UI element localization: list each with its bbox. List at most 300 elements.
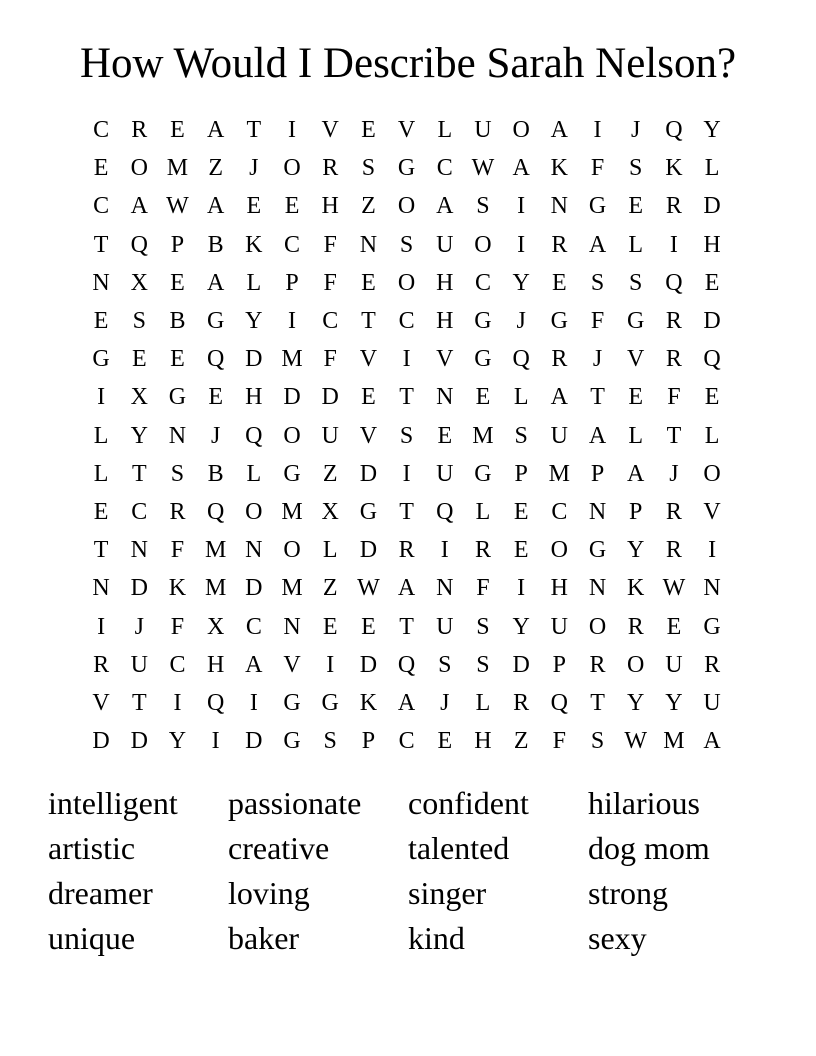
grid-letter[interactable]: E [513, 537, 529, 564]
grid-letter[interactable]: L [628, 231, 644, 258]
grid-letter[interactable]: D [321, 384, 339, 411]
grid-letter[interactable]: G [283, 728, 301, 755]
grid-letter[interactable]: V [283, 651, 301, 678]
grid-letter[interactable]: Z [208, 155, 223, 182]
grid-letter[interactable]: I [211, 728, 220, 755]
grid-letter[interactable]: Z [513, 728, 529, 755]
grid-letter[interactable]: X [206, 613, 225, 640]
grid-letter[interactable]: R [551, 346, 568, 373]
grid-letter[interactable]: A [703, 728, 721, 755]
grid-letter[interactable]: F [323, 346, 337, 373]
grid-letter[interactable]: D [92, 728, 110, 755]
grid-letter[interactable]: E [170, 269, 185, 296]
grid-letter[interactable]: O [283, 155, 301, 182]
grid-letter[interactable]: K [359, 689, 378, 716]
grid-letter[interactable]: R [589, 651, 606, 678]
grid-letter[interactable]: I [593, 117, 602, 144]
grid-letter[interactable]: Q [550, 689, 569, 716]
grid-letter[interactable]: I [517, 575, 526, 602]
grid-letter[interactable]: Q [436, 498, 454, 525]
grid-letter[interactable]: H [321, 193, 339, 220]
grid-letter[interactable]: E [93, 308, 109, 335]
grid-letter[interactable]: S [170, 460, 185, 487]
grid-letter[interactable]: Z [322, 575, 338, 602]
word-list-item: talented [408, 830, 510, 866]
grid-letter[interactable]: M [281, 346, 303, 373]
grid-letter[interactable]: L [513, 384, 529, 411]
grid-letter[interactable]: C [131, 498, 148, 525]
grid-letter[interactable]: I [326, 651, 335, 678]
grid-letter[interactable]: O [512, 117, 530, 144]
grid-letter[interactable]: I [249, 689, 258, 716]
grid-letter[interactable]: S [590, 728, 605, 755]
grid-letter[interactable]: E [552, 269, 567, 296]
grid-letter[interactable]: P [629, 498, 643, 525]
grid-letter[interactable]: R [93, 651, 110, 678]
grid-letter[interactable]: E [704, 384, 720, 411]
grid-letter[interactable]: P [514, 460, 528, 487]
grid-letter[interactable]: L [475, 498, 491, 525]
grid-letter[interactable]: A [550, 117, 569, 144]
grid-letter[interactable]: D [245, 346, 263, 373]
grid-letter[interactable]: M [204, 575, 227, 602]
grid-letter[interactable]: E [170, 346, 185, 373]
grid-letter[interactable]: D [703, 308, 721, 335]
grid-letter[interactable]: I [97, 613, 106, 640]
grid-letter[interactable]: X [130, 269, 148, 296]
grid-letter[interactable]: W [471, 155, 495, 182]
grid-letter[interactable]: Z [361, 193, 376, 220]
grid-letter[interactable]: E [246, 193, 262, 220]
grid-letter[interactable]: D [359, 537, 378, 564]
grid-letter[interactable]: T [93, 231, 109, 258]
grid-letter[interactable]: G [397, 155, 416, 182]
grid-letter[interactable]: E [93, 155, 109, 182]
grid-letter[interactable]: V [703, 498, 721, 525]
grid-letter[interactable]: H [436, 269, 454, 296]
letter-grid[interactable] [82, 111, 731, 760]
grid-letter[interactable]: M [281, 575, 303, 602]
grid-letter[interactable]: Q [206, 498, 225, 525]
grid-letter[interactable]: F [170, 613, 185, 640]
grid-letter[interactable]: L [704, 155, 720, 182]
grid-letter[interactable]: E [361, 269, 376, 296]
grid-letter[interactable]: B [169, 308, 186, 335]
grid-letter[interactable]: Y [168, 728, 187, 755]
grid-letter[interactable]: O [703, 460, 721, 487]
grid-letter[interactable]: W [357, 575, 380, 602]
grid-letter[interactable]: Q [703, 346, 721, 373]
grid-letter[interactable]: S [629, 155, 643, 182]
grid-letter[interactable]: E [475, 384, 491, 411]
word-list-item: hilarious [588, 785, 700, 821]
grid-letter[interactable]: L [704, 422, 720, 449]
grid-letter[interactable]: N [703, 575, 721, 602]
grid-letter[interactable]: E [170, 117, 185, 144]
grid-letter[interactable]: O [550, 537, 569, 564]
grid-letter[interactable]: D [130, 575, 148, 602]
page-title: How Would I Describe Sarah Nelson? [79, 40, 737, 87]
grid-letter[interactable]: V [627, 346, 645, 373]
grid-letter[interactable]: Q [665, 117, 683, 144]
grid-letter[interactable]: Y [665, 689, 683, 716]
grid-letter[interactable]: S [399, 231, 414, 258]
grid-letter[interactable]: P [552, 651, 567, 678]
grid-letter[interactable]: U [665, 651, 683, 678]
grid-letter[interactable]: J [516, 308, 526, 335]
grid-letter[interactable]: O [130, 155, 148, 182]
grid-letter[interactable]: T [93, 537, 109, 564]
grid-letter[interactable]: O [397, 269, 416, 296]
grid-letter[interactable]: S [399, 422, 414, 449]
grid-letter[interactable]: O [245, 498, 263, 525]
grid-letter[interactable]: M [472, 422, 494, 449]
grid-letter[interactable]: O [627, 651, 645, 678]
grid-letter[interactable]: Q [512, 346, 530, 373]
grid-letter[interactable]: G [474, 346, 492, 373]
grid-letter[interactable]: C [169, 651, 186, 678]
grid-letter[interactable]: J [210, 422, 221, 449]
grid-letter[interactable]: N [588, 575, 607, 602]
grid-letter[interactable]: J [134, 613, 144, 640]
grid-letter[interactable]: M [548, 460, 571, 487]
grid-letter[interactable]: D [245, 728, 263, 755]
grid-letter[interactable]: R [474, 537, 491, 564]
grid-letter[interactable]: F [170, 537, 185, 564]
grid-letter[interactable]: V [359, 422, 378, 449]
grid-letter[interactable]: P [170, 231, 185, 258]
grid-letter[interactable]: D [512, 651, 530, 678]
grid-letter[interactable]: E [628, 384, 644, 411]
grid-letter[interactable]: M [204, 537, 227, 564]
grid-letter[interactable]: Q [665, 269, 683, 296]
grid-letter[interactable]: F [476, 575, 490, 602]
grid-letter[interactable]: A [550, 384, 569, 411]
grid-letter[interactable]: C [436, 155, 453, 182]
grid-letter[interactable]: N [245, 537, 263, 564]
grid-letter[interactable]: N [436, 575, 454, 602]
grid-letter[interactable]: S [629, 269, 643, 296]
grid-letter[interactable]: G [206, 308, 225, 335]
grid-letter[interactable]: T [399, 498, 414, 525]
grid-letter[interactable]: G [627, 308, 645, 335]
grid-letter[interactable]: O [283, 422, 301, 449]
grid-letter[interactable]: T [131, 689, 147, 716]
grid-letter[interactable]: B [207, 460, 224, 487]
grid-letter[interactable]: C [551, 498, 568, 525]
grid-letter[interactable]: W [166, 193, 189, 220]
grid-letter[interactable]: I [97, 384, 106, 411]
grid-letter[interactable]: C [93, 117, 110, 144]
grid-letter[interactable]: S [476, 613, 490, 640]
grid-letter[interactable]: D [359, 460, 378, 487]
grid-letter[interactable]: V [436, 346, 454, 373]
grid-letter[interactable]: A [206, 117, 225, 144]
grid-letter[interactable]: T [590, 689, 605, 716]
grid-letter[interactable]: O [397, 193, 416, 220]
grid-letter[interactable]: R [131, 117, 148, 144]
grid-letter[interactable]: E [93, 498, 109, 525]
grid-letter[interactable]: S [323, 728, 337, 755]
grid-letter[interactable]: T [590, 384, 605, 411]
grid-letter[interactable]: Y [512, 613, 530, 640]
grid-letter[interactable]: A [436, 193, 454, 220]
grid-letter[interactable]: R [665, 537, 682, 564]
grid-letter[interactable]: I [669, 231, 678, 258]
word-list-item: intelligent [48, 785, 178, 821]
grid-letter[interactable]: U [436, 613, 454, 640]
grid-letter[interactable]: H [436, 308, 454, 335]
grid-letter[interactable]: U [436, 460, 454, 487]
grid-letter[interactable]: V [321, 117, 339, 144]
grid-letter[interactable]: C [245, 613, 262, 640]
grid-letter[interactable]: A [245, 651, 263, 678]
grid-letter[interactable]: P [590, 460, 605, 487]
grid-letter[interactable]: W [624, 728, 648, 755]
grid-letter[interactable]: M [663, 728, 685, 755]
grid-letter[interactable]: N [130, 537, 148, 564]
grid-letter[interactable]: I [173, 689, 182, 716]
grid-letter[interactable]: I [440, 537, 449, 564]
grid-letter[interactable]: F [590, 155, 605, 182]
grid-letter[interactable]: E [666, 613, 682, 640]
grid-letter[interactable]: A [588, 422, 607, 449]
grid-letter[interactable]: R [169, 498, 186, 525]
grid-letter[interactable]: A [130, 193, 148, 220]
grid-letter[interactable]: C [398, 308, 415, 335]
grid-letter[interactable]: T [246, 117, 262, 144]
grid-letter[interactable]: R [665, 193, 682, 220]
grid-letter[interactable]: G [474, 308, 492, 335]
grid-letter[interactable]: C [93, 193, 110, 220]
grid-letter[interactable]: C [398, 728, 415, 755]
grid-letter[interactable]: E [322, 613, 338, 640]
grid-letter[interactable]: M [166, 155, 189, 182]
grid-letter[interactable]: U [130, 651, 148, 678]
grid-letter[interactable]: U [321, 422, 339, 449]
grid-letter[interactable]: X [130, 384, 148, 411]
grid-letter[interactable]: N [588, 498, 607, 525]
grid-letter[interactable]: A [627, 460, 645, 487]
grid-letter[interactable]: E [131, 346, 147, 373]
grid-letter[interactable]: R [627, 613, 644, 640]
grid-letter[interactable]: M [281, 498, 303, 525]
grid-letter[interactable]: L [246, 269, 262, 296]
grid-letter[interactable]: S [132, 308, 146, 335]
grid-letter[interactable]: K [550, 155, 569, 182]
grid-letter[interactable]: P [285, 269, 299, 296]
grid-letter[interactable]: Y [703, 117, 721, 144]
grid-letter[interactable]: N [359, 231, 378, 258]
grid-letter[interactable]: Q [206, 689, 225, 716]
grid-letter[interactable]: S [438, 651, 452, 678]
grid-letter[interactable]: X [321, 498, 339, 525]
grid-letter[interactable]: G [588, 537, 607, 564]
grid-letter[interactable]: D [245, 575, 263, 602]
grid-letter[interactable]: H [474, 728, 492, 755]
grid-letter[interactable]: U [550, 422, 569, 449]
word-list [48, 781, 768, 961]
grid-letter[interactable]: R [665, 346, 682, 373]
grid-letter[interactable]: D [703, 193, 721, 220]
grid-letter[interactable]: G [168, 384, 187, 411]
grid-letter[interactable]: F [590, 308, 605, 335]
grid-letter[interactable]: F [323, 269, 337, 296]
grid-letter[interactable]: J [249, 155, 259, 182]
grid-letter[interactable]: U [436, 231, 454, 258]
grid-letter[interactable]: S [514, 422, 528, 449]
grid-letter[interactable]: L [246, 460, 262, 487]
grid-letter[interactable]: R [513, 689, 530, 716]
grid-letter[interactable]: J [440, 689, 450, 716]
grid-letter[interactable]: P [361, 728, 376, 755]
grid-letter[interactable]: T [131, 460, 147, 487]
grid-letter[interactable]: I [402, 460, 411, 487]
grid-letter[interactable]: H [703, 231, 721, 258]
grid-letter[interactable]: T [361, 308, 376, 335]
grid-letter[interactable]: G [550, 308, 569, 335]
grid-letter[interactable]: L [93, 422, 109, 449]
grid-letter[interactable]: E [513, 498, 529, 525]
grid-letter[interactable]: A [397, 689, 416, 716]
grid-letter[interactable]: I [402, 346, 411, 373]
grid-letter[interactable]: D [130, 728, 148, 755]
grid-letter[interactable]: Y [130, 422, 148, 449]
grid-letter[interactable]: E [284, 193, 300, 220]
grid-letter[interactable]: T [399, 384, 414, 411]
grid-letter[interactable]: G [474, 460, 492, 487]
grid-letter[interactable]: J [669, 460, 679, 487]
grid-letter[interactable]: A [397, 575, 416, 602]
grid-letter[interactable]: N [168, 422, 187, 449]
grid-letter[interactable]: N [550, 193, 569, 220]
grid-letter[interactable]: R [704, 651, 721, 678]
grid-letter[interactable]: Y [245, 308, 263, 335]
grid-letter[interactable]: R [665, 498, 682, 525]
grid-letter[interactable]: E [361, 117, 376, 144]
grid-letter[interactable]: U [703, 689, 721, 716]
grid-letter[interactable]: G [588, 193, 607, 220]
grid-letter[interactable]: R [665, 308, 682, 335]
grid-letter[interactable]: A [206, 193, 225, 220]
grid-letter[interactable]: L [437, 117, 453, 144]
grid-letter[interactable]: S [476, 193, 490, 220]
grid-letter[interactable]: E [208, 384, 223, 411]
grid-letter[interactable]: K [168, 575, 187, 602]
grid-letter[interactable]: O [474, 231, 492, 258]
grid-letter[interactable]: G [283, 460, 301, 487]
grid-letter[interactable]: E [704, 269, 720, 296]
grid-letter[interactable]: G [283, 689, 301, 716]
grid-letter[interactable]: F [667, 384, 681, 411]
grid-letter[interactable]: D [359, 651, 378, 678]
grid-letter[interactable]: I [517, 231, 526, 258]
grid-letter[interactable]: J [592, 346, 603, 373]
grid-letter[interactable]: G [703, 613, 721, 640]
grid-letter[interactable]: E [437, 422, 453, 449]
grid-letter[interactable]: A [512, 155, 530, 182]
grid-letter[interactable]: R [322, 155, 339, 182]
grid-letter[interactable]: R [551, 231, 568, 258]
grid-letter[interactable]: C [322, 308, 339, 335]
grid-letter[interactable]: K [245, 231, 263, 258]
grid-letter[interactable]: E [437, 728, 453, 755]
grid-letter[interactable]: Z [322, 460, 338, 487]
grid-letter[interactable]: E [628, 193, 644, 220]
grid-letter[interactable]: Q [397, 651, 416, 678]
grid-letter[interactable]: I [288, 117, 297, 144]
grid-letter[interactable]: H [550, 575, 569, 602]
grid-letter[interactable]: T [399, 613, 414, 640]
word-list-item: kind [408, 920, 465, 956]
grid-letter[interactable]: U [550, 613, 569, 640]
grid-letter[interactable]: Q [206, 346, 225, 373]
grid-letter[interactable]: O [283, 537, 301, 564]
word-list-item: dog mom [588, 830, 710, 866]
grid-letter[interactable]: K [665, 155, 683, 182]
grid-letter[interactable]: F [552, 728, 567, 755]
grid-letter[interactable]: N [436, 384, 454, 411]
grid-letter[interactable]: Y [627, 689, 645, 716]
grid-letter[interactable]: I [708, 537, 717, 564]
grid-letter[interactable]: G [359, 498, 378, 525]
grid-letter[interactable]: J [631, 117, 641, 144]
grid-letter[interactable]: Y [512, 269, 530, 296]
grid-letter[interactable]: L [322, 537, 338, 564]
grid-letter[interactable]: K [627, 575, 645, 602]
grid-letter[interactable]: V [359, 346, 378, 373]
grid-letter[interactable]: Y [627, 537, 645, 564]
grid-letter[interactable]: N [283, 613, 301, 640]
word-list-item: singer [408, 875, 487, 911]
grid-letter[interactable]: V [397, 117, 416, 144]
grid-letter[interactable]: O [588, 613, 607, 640]
word-list-item: artistic [48, 830, 136, 866]
grid-letter[interactable]: D [283, 384, 301, 411]
grid-letter[interactable]: S [361, 155, 376, 182]
grid-letter[interactable]: A [206, 269, 225, 296]
grid-letter[interactable]: T [666, 422, 682, 449]
grid-letter[interactable]: R [398, 537, 415, 564]
grid-letter[interactable]: H [206, 651, 225, 678]
grid-letter[interactable]: I [288, 308, 297, 335]
grid-letter[interactable]: L [93, 460, 109, 487]
grid-letter[interactable]: I [517, 193, 526, 220]
grid-letter[interactable]: S [590, 269, 605, 296]
grid-letter[interactable]: N [92, 575, 110, 602]
grid-letter[interactable]: G [321, 689, 339, 716]
grid-letter[interactable]: V [92, 689, 110, 716]
grid-letter[interactable]: W [662, 575, 686, 602]
grid-letter[interactable]: F [323, 231, 337, 258]
grid-letter[interactable]: H [245, 384, 263, 411]
grid-letter[interactable]: Q [245, 422, 263, 449]
word-list-item: confident [408, 785, 529, 821]
grid-letter[interactable]: S [476, 651, 490, 678]
grid-letter[interactable]: L [628, 422, 644, 449]
grid-letter[interactable]: A [588, 231, 607, 258]
grid-letter[interactable]: C [284, 231, 301, 258]
grid-letter[interactable]: E [361, 384, 376, 411]
grid-letter[interactable]: E [361, 613, 376, 640]
grid-letter[interactable]: G [92, 346, 110, 373]
grid-letter[interactable]: C [474, 269, 491, 296]
grid-letter[interactable]: B [207, 231, 224, 258]
grid-letter[interactable]: Q [130, 231, 148, 258]
grid-letter[interactable]: N [92, 269, 110, 296]
grid-letter[interactable]: U [474, 117, 492, 144]
grid-letter[interactable]: L [475, 689, 491, 716]
